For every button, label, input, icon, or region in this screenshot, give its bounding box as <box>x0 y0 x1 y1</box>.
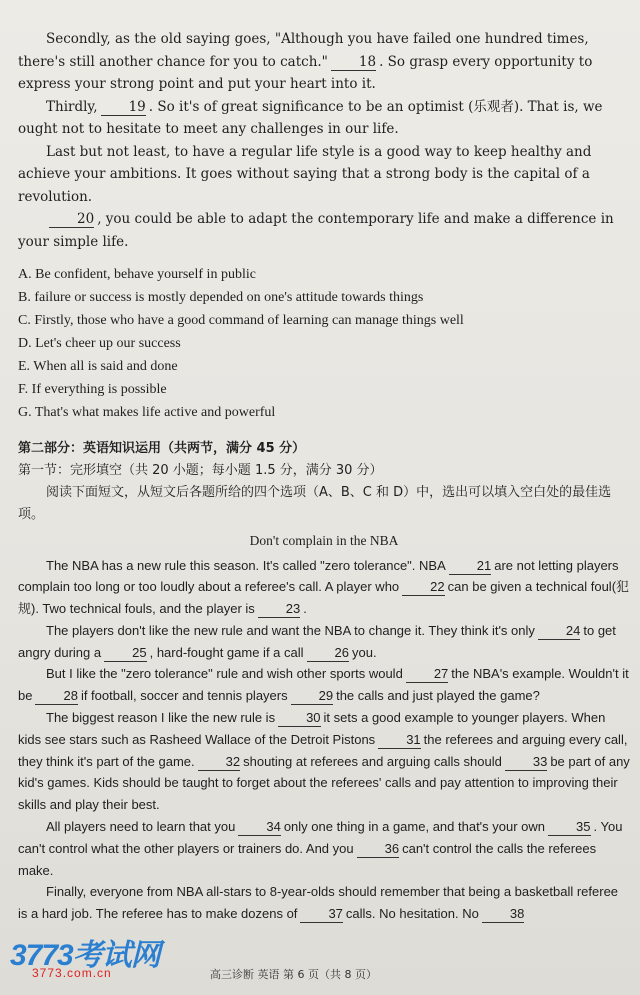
blank-38: 38 <box>482 906 524 923</box>
blank-19: 19 <box>101 99 146 116</box>
blank-27: 27 <box>406 666 448 683</box>
blank-18: 18 <box>331 54 376 71</box>
footer-page-info: 高三诊断 英语 第 6 页（共 8 页） <box>210 968 377 981</box>
page-footer <box>0 958 640 995</box>
passage-text: can be given a technical foul(犯规). Two technical fouls, and the player is <box>18 579 630 617</box>
blank-28: 28 <box>35 688 77 705</box>
logo-cn-text: 考试网 <box>72 939 160 972</box>
blank-33: 33 <box>505 754 547 771</box>
blank-35: 35 <box>548 819 590 836</box>
part-title: 第二部分：英语知识运用（共两节，满分 45 分） <box>18 441 306 456</box>
passage-text: calls. No hesitation. No <box>345 906 479 922</box>
passage-paragraph-5 <box>18 816 630 881</box>
passage-paragraph-3 <box>18 663 630 707</box>
passage-text: All players need to learn that you <box>46 819 236 835</box>
option-b: B. failure or success is mostly depended on one's attitude towards things <box>18 290 424 305</box>
passage-text: be part of any kid's games. Kids should be taught to forget about the referees' calls and pay attention to improving their skills and play their best. <box>18 753 630 813</box>
passage-text: it sets a good example to younger players. When kids see stars such as Rasheed Wallace of the Detroit Pistons <box>18 710 606 747</box>
intro-paragraph-4 <box>18 208 630 253</box>
passage-text: are not letting players complain too long or too loudly about a referee's call. A player who <box>18 557 619 595</box>
option-d: D. Let's cheer up our success <box>18 336 181 351</box>
passage-text: The biggest reason I like the new rule is <box>46 710 276 726</box>
option-a: A. Be confident, behave yourself in public <box>18 267 256 282</box>
blank-24: 24 <box>538 623 580 640</box>
passage-text: if football, soccer and tennis players <box>80 688 288 704</box>
passage-paragraph-2 <box>18 620 630 664</box>
blank-21: 21 <box>449 558 491 575</box>
passage-text: shouting at referees and arguing calls should <box>243 753 502 769</box>
paragraph-text: Last but not least, to have a regular life style is a good way to keep healthy and achieve your ambitions. It goes without saying that a strong body is the capital of a revolution. <box>18 143 592 205</box>
passage-text: you. <box>351 644 377 660</box>
passage-text: . You can't control what the other players or trainers do. And you <box>18 819 623 856</box>
blank-25: 25 <box>104 645 146 662</box>
intro-paragraph-1 <box>18 28 630 96</box>
passage-paragraph-1 <box>18 555 630 620</box>
passage-text: the NBA's example. Wouldn't it be <box>18 666 629 704</box>
blank-26: 26 <box>307 645 349 662</box>
passage-text: . <box>303 601 307 617</box>
passage-text: Finally, everyone from NBA all-stars to 8-year-olds should remember that being a basketball referee is a hard job. The referee has to make dozens of <box>18 884 619 922</box>
blank-23: 23 <box>258 601 300 618</box>
paragraph-text: Thirdly, <box>46 98 98 115</box>
logo-number: 3773 <box>10 939 73 972</box>
blank-20: 20 <box>49 211 94 228</box>
blank-32: 32 <box>198 754 240 771</box>
passage-text: But I like the "zero tolerance" rule and wish other sports would <box>46 666 403 682</box>
blank-31: 31 <box>378 732 420 749</box>
passage-paragraph-6 <box>18 881 630 925</box>
instruction: 阅读下面短文，从短文后各题所给的四个选项（A、B、C 和 D）中，选出可以填入空白处的最佳选项。 <box>18 485 612 522</box>
blank-22: 22 <box>402 579 444 596</box>
options-list <box>18 263 630 424</box>
passage-text: to get angry during a <box>18 622 616 660</box>
paragraph-text: Secondly, as the old saying goes, "Although you have failed one hundred times, there's still another chance for you to catch." <box>18 31 589 70</box>
section-header <box>18 438 630 526</box>
option-g: G. That's what makes life active and powerful <box>18 405 276 420</box>
page-content <box>18 28 630 925</box>
paragraph-text: . So grasp every opportunity to express your strong point and put your heart into it. <box>18 53 593 92</box>
blank-36: 36 <box>357 841 399 858</box>
blank-34: 34 <box>238 819 280 836</box>
passage-text: can't control the calls the referees make. <box>18 840 597 878</box>
intro-paragraph-3 <box>18 141 630 209</box>
paragraph-text: , you could be able to adapt the contemporary life and make a difference in your simple life. <box>18 211 614 250</box>
passage-text: The players don't like the new rule and want the NBA to change it. They think it's only <box>46 622 535 638</box>
cloze-passage <box>18 555 630 926</box>
passage-text: the referees and arguing every call, they think it's part of the game. <box>18 731 628 769</box>
intro-paragraph-2 <box>18 96 630 141</box>
option-f: F. If everything is possible <box>18 382 167 397</box>
blank-30: 30 <box>278 710 320 727</box>
passage-title: Don't complain in the NBA <box>249 533 399 548</box>
sub-title: 第一节：完形填空（共 20 小题；每小题 1.5 分，满分 30 分） <box>18 463 383 478</box>
blank-37: 37 <box>300 906 342 923</box>
passage-text: , hard-fought game if a call <box>149 644 304 660</box>
passage-text: The NBA has a new rule this season. It's called "zero tolerance". NBA <box>46 557 446 573</box>
passage-paragraph-4 <box>18 707 630 816</box>
passage-text: only one thing in a game, and that's your own <box>283 819 546 835</box>
paragraph-text: . So it's of great significance to be an optimist (乐观者). That is, we ought not to hesitate to meet any challenges in our life. <box>18 98 603 137</box>
passage-text: the calls and just played the game? <box>336 688 540 704</box>
option-e: E. When all is said and done <box>18 359 178 374</box>
option-c: C. Firstly, those who have a good command of learning can manage things well <box>18 313 464 328</box>
logo-domain: 3773.com.cn <box>32 966 112 980</box>
blank-29: 29 <box>291 688 333 705</box>
